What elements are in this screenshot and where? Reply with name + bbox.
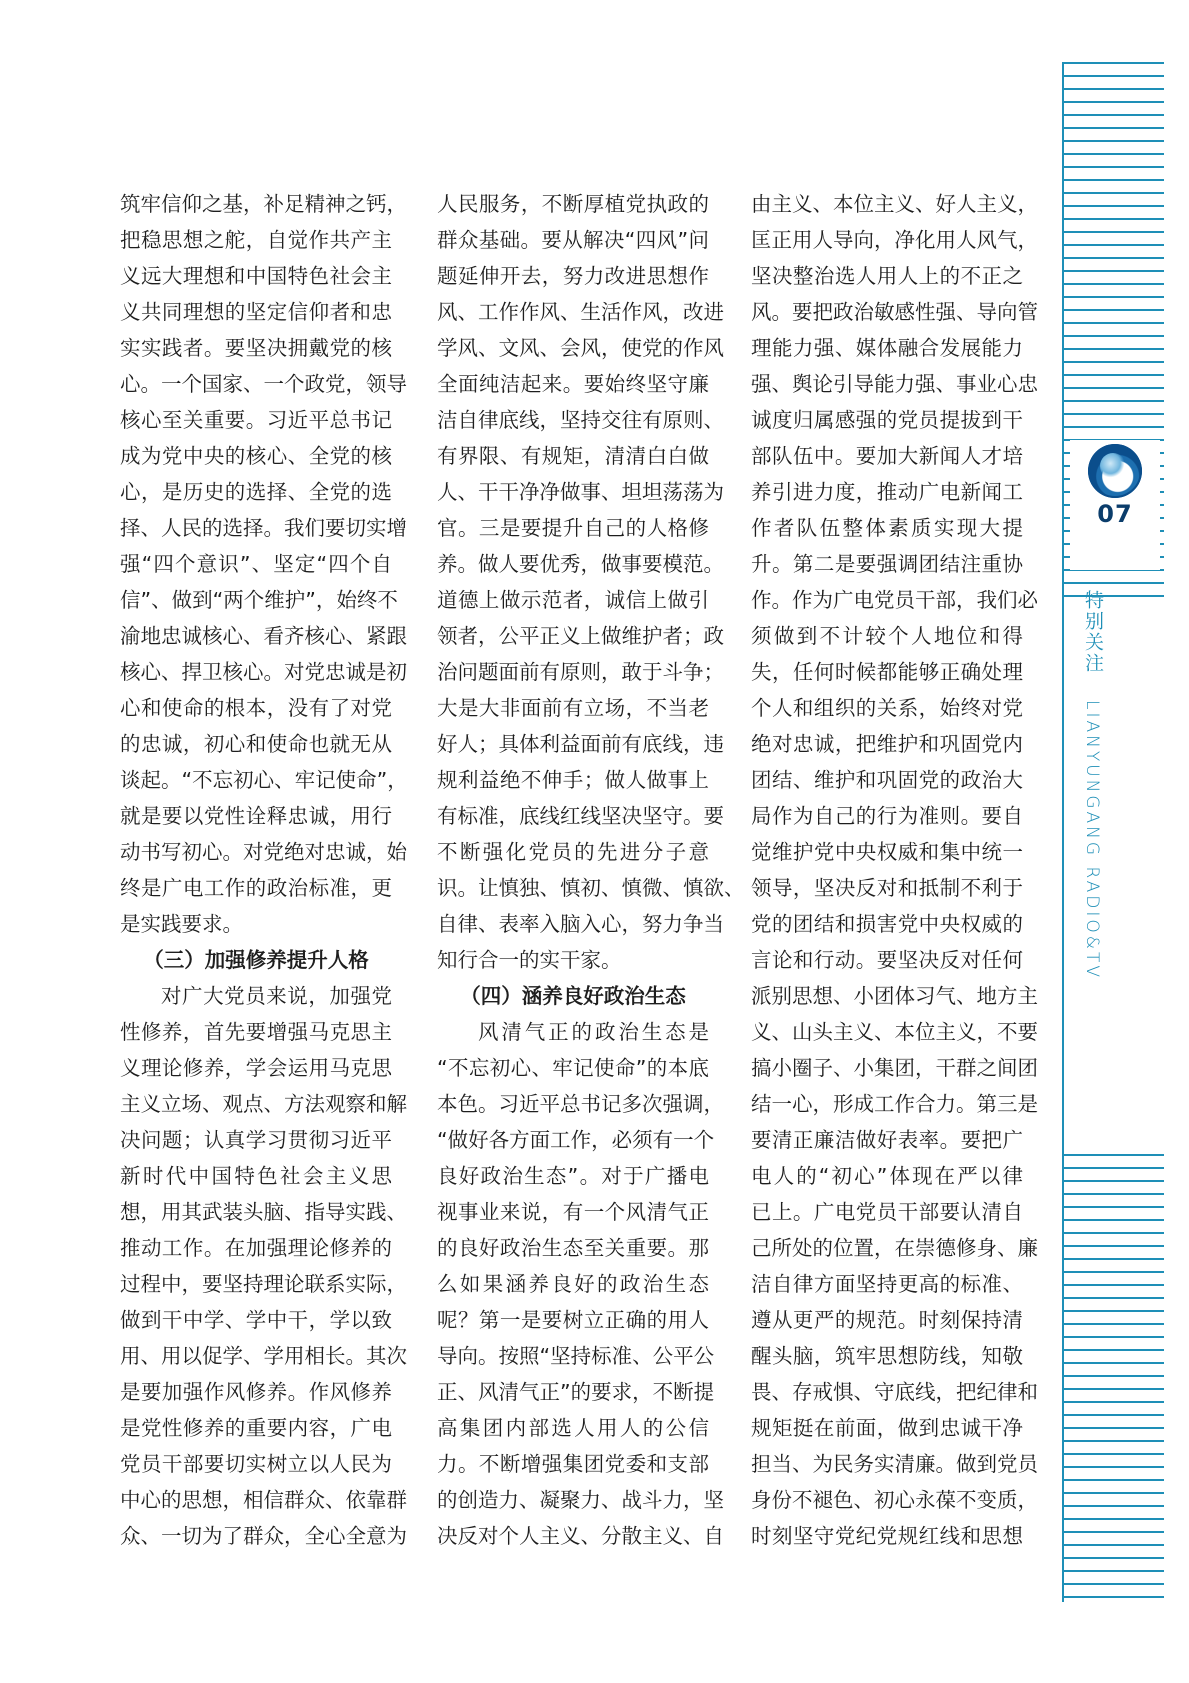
text-line: 主义立场、观点、方法观察和解 <box>120 1092 407 1116</box>
text-line: 强“四个意识”、坚定“四个自 <box>120 552 392 576</box>
text-line: 用、用以促学、学用相长。其次 <box>120 1344 407 1368</box>
text-line: 匡正用人导向，净化用人风气， <box>751 228 1038 252</box>
text-line: 时刻坚守党纪党规红线和思想 <box>751 1524 1023 1548</box>
text-line: 畏、存戒惧、守底线，把纪律和 <box>751 1380 1038 1404</box>
text-line: 把稳思想之舵，自觉作共产主 <box>120 228 392 252</box>
text-line: 规矩挺在前面，做到忠诚干净 <box>751 1416 1023 1440</box>
text-line: 群众基础。要从解决“四风”问 <box>437 228 709 252</box>
section-heading: （三）加强修养提升人格 <box>143 948 369 972</box>
text-line: 派别思想、小团体习气、地方主 <box>751 984 1038 1008</box>
text-line: 信”、做到“两个维护”，始终不 <box>120 588 398 612</box>
text-line: 官。三是要提升自己的人格修 <box>437 516 709 540</box>
text-line: 风。要把政治敏感性强、导向管 <box>751 300 1038 324</box>
text-line: 要清正廉洁做好表率。要把广 <box>751 1128 1023 1152</box>
text-line: 个人和组织的关系，始终对党 <box>751 696 1023 720</box>
text-line: 学风、文风、会风，使党的作风 <box>437 336 724 360</box>
text-line: 洁自律方面坚持更高的标准、 <box>751 1272 1023 1296</box>
text-line: 么如果涵养良好的政治生态 <box>437 1272 709 1296</box>
text-line: 力。不断增强集团党委和支部 <box>437 1452 709 1476</box>
text-line: 众、一切为了群众，全心全意为 <box>120 1524 407 1548</box>
text-line: 决反对个人主义、分散主义、自 <box>437 1524 724 1548</box>
text-line: 是实践要求。 <box>120 912 243 936</box>
text-line: 担当、为民务实清廉。做到党员 <box>751 1452 1038 1476</box>
text-line: 强、舆论引导能力强、事业心忠 <box>751 372 1038 396</box>
text-line: 实实践者。要坚决拥戴党的核 <box>120 336 392 360</box>
text-line: 规利益绝不伸手；做人做事上 <box>437 768 709 792</box>
text-line: 电人的“初心”体现在严以律 <box>751 1164 1023 1188</box>
text-line: 题延伸开去，努力改进思想作 <box>437 264 709 288</box>
text-line: 有标准，底线红线坚决坚守。要 <box>437 804 724 828</box>
section-heading: （四）涵养良好政治生态 <box>460 984 686 1008</box>
text-line: 正、风清气正”的要求，不断提 <box>437 1380 715 1404</box>
text-line: 人、干干净净做事、坦坦荡荡为 <box>437 480 724 504</box>
text-line: 心和使命的根本，没有了对党 <box>120 696 392 720</box>
text-line: 搞小圈子、小集团，干群之间团 <box>751 1056 1038 1080</box>
section-tag: 特别关注 <box>1082 590 1104 674</box>
text-line: 动书写初心。对党绝对忠诚，始 <box>120 840 407 864</box>
text-line: 有界限、有规矩，清清白白做 <box>437 444 709 468</box>
text-line: 本色。习近平总书记多次强调， <box>437 1092 724 1116</box>
text-line: 绝对忠诚，把维护和巩固党内 <box>751 732 1023 756</box>
text-line: 良好政治生态”。对于广播电 <box>437 1164 709 1188</box>
text-line: 核心至关重要。习近平总书记 <box>120 408 392 432</box>
text-line: 的创造力、凝聚力、战斗力，坚 <box>437 1488 724 1512</box>
text-line: 作者队伍整体素质实现大提 <box>751 516 1023 540</box>
text-line: 导向。按照“坚持标准、公平公 <box>437 1344 715 1368</box>
text-line: 心，是历史的选择、全党的选 <box>120 480 392 504</box>
text-line: 终是广电工作的政治标准，更 <box>120 876 392 900</box>
text-line: 的忠诚，初心和使命也就无从 <box>120 732 392 756</box>
text-line: 领导，坚决反对和抵制不利于 <box>751 876 1023 900</box>
text-line: 结一心，形成工作合力。第三是 <box>751 1092 1038 1116</box>
text-line: 识。让慎独、慎初、慎微、慎欲、 <box>437 876 745 900</box>
text-line: 坚决整治选人用人上的不正之 <box>751 264 1023 288</box>
text-line: 养。做人要优秀，做事要模范。 <box>437 552 724 576</box>
text-line: 部队伍中。要加大新闻人才培 <box>751 444 1023 468</box>
sidebar-logo-block <box>1070 440 1160 570</box>
text-line: 筑牢信仰之基，补足精神之钙， <box>120 192 407 216</box>
text-line: 视事业来说，有一个风清气正 <box>437 1200 709 1224</box>
text-line: 新时代中国特色社会主义思 <box>120 1164 392 1188</box>
sidebar-vertical-labels <box>1074 590 1114 1150</box>
text-line: 过程中，要坚持理论联系实际， <box>120 1272 407 1296</box>
text-line: 呢？第一是要树立正确的用人 <box>437 1308 709 1332</box>
text-line: 理能力强、媒体融合发展能力 <box>751 336 1023 360</box>
text-line: 失，任何时候都能够正确处理 <box>751 660 1023 684</box>
text-line: 升。第二是要强调团结注重协 <box>751 552 1023 576</box>
text-line: 中心的思想，相信群众、依靠群 <box>120 1488 407 1512</box>
text-line: 风、工作作风、生活作风，改进 <box>437 300 724 324</box>
text-line: 是党性修养的重要内容，广电 <box>120 1416 392 1440</box>
text-line: 不断强化党员的先进分子意 <box>437 840 709 864</box>
text-line: 党的团结和损害党中央权威的 <box>751 912 1023 936</box>
text-line: 身份不褪色、初心永葆不变质， <box>751 1488 1038 1512</box>
station-logo-icon <box>1088 444 1142 498</box>
text-line: 人民服务，不断厚植党执政的 <box>437 192 709 216</box>
text-line: 团结、维护和巩固党的政治大 <box>751 768 1023 792</box>
text-line: 就是要以党性诠释忠诚，用行 <box>120 804 392 828</box>
text-line: 须做到不计较个人地位和得 <box>751 624 1023 648</box>
text-line: 洁自律底线，坚持交往有原则、 <box>437 408 724 432</box>
text-line: 作。作为广电党员干部，我们必 <box>751 588 1038 612</box>
text-line: 已上。广电党员干部要认清自 <box>751 1200 1023 1224</box>
text-line: 道德上做示范者，诚信上做引 <box>437 588 709 612</box>
text-line: 渝地忠诚核心、看齐核心、紧跟 <box>120 624 407 648</box>
text-line: 风清气正的政治生态是 <box>478 1020 709 1044</box>
text-line: 核心、捍卫核心。对党忠诚是初 <box>120 660 407 684</box>
text-line: 觉维护党中央权威和集中统一 <box>751 840 1023 864</box>
text-column-2 <box>437 186 745 1554</box>
text-line: 义理论修养，学会运用马克思 <box>120 1056 392 1080</box>
text-line: “做好各方面工作，必须有一个 <box>437 1128 715 1152</box>
text-line: “不忘初心、牢记使命”的本底 <box>437 1056 709 1080</box>
text-line: 由主义、本位主义、好人主义， <box>751 192 1038 216</box>
text-line: 党员干部要切实树立以人民为 <box>120 1452 392 1476</box>
text-line: 己所处的位置，在崇德修身、廉 <box>751 1236 1038 1260</box>
text-line: 局作为自己的行为准则。要自 <box>751 804 1023 828</box>
text-line: 诚度归属感强的党员提拔到干 <box>751 408 1023 432</box>
text-line: 全面纯洁起来。要始终坚守廉 <box>437 372 709 396</box>
text-line: 对广大党员来说，加强党 <box>161 984 392 1008</box>
text-column-3 <box>751 186 1038 1554</box>
text-line: 是要加强作风修养。作风修养 <box>120 1380 392 1404</box>
text-line: 言论和行动。要坚决反对任何 <box>751 948 1023 972</box>
page-number: 07 <box>1097 500 1133 528</box>
text-line: 做到干中学、学中干，学以致 <box>120 1308 392 1332</box>
text-line: 决问题；认真学习贯彻习近平 <box>120 1128 392 1152</box>
text-line: 养引进力度，推动广电新闻工 <box>751 480 1023 504</box>
text-line: 谈起。“不忘初心、牢记使命”， <box>120 768 408 792</box>
text-line: 醒头脑，筑牢思想防线，知敬 <box>751 1344 1023 1368</box>
text-line: 知行合一的实干家。 <box>437 948 622 972</box>
text-line: 成为党中央的核心、全党的核 <box>120 444 392 468</box>
text-line: 择、人民的选择。我们要切实增 <box>120 516 407 540</box>
text-line: 高集团内部选人用人的公信 <box>437 1416 709 1440</box>
text-line: 遵从更严的规范。时刻保持清 <box>751 1308 1023 1332</box>
text-line: 的良好政治生态至关重要。那 <box>437 1236 709 1260</box>
text-line: 义、山头主义、本位主义，不要 <box>751 1020 1038 1044</box>
text-line: 义共同理想的坚定信仰者和忠 <box>120 300 392 324</box>
brand-text: LIANYUNGANG RADIO&TV <box>1082 700 1102 980</box>
text-line: 自律、表率入脑入心，努力争当 <box>437 912 724 936</box>
text-line: 推动工作。在加强理论修养的 <box>120 1236 392 1260</box>
text-line: 治问题面前有原则，敢于斗争； <box>437 660 724 684</box>
text-line: 领者，公平正义上做维护者；政 <box>437 624 724 648</box>
text-line: 好人；具体利益面前有底线，违 <box>437 732 724 756</box>
text-line: 义远大理想和中国特色社会主 <box>120 264 392 288</box>
text-line: 大是大非面前有立场，不当老 <box>437 696 709 720</box>
text-line: 想，用其武装头脑、指导实践、 <box>120 1200 407 1224</box>
text-line: 心。一个国家、一个政党，领导 <box>120 372 407 396</box>
text-line: 性修养，首先要增强马克思主 <box>120 1020 392 1044</box>
text-column-1 <box>120 186 408 1554</box>
